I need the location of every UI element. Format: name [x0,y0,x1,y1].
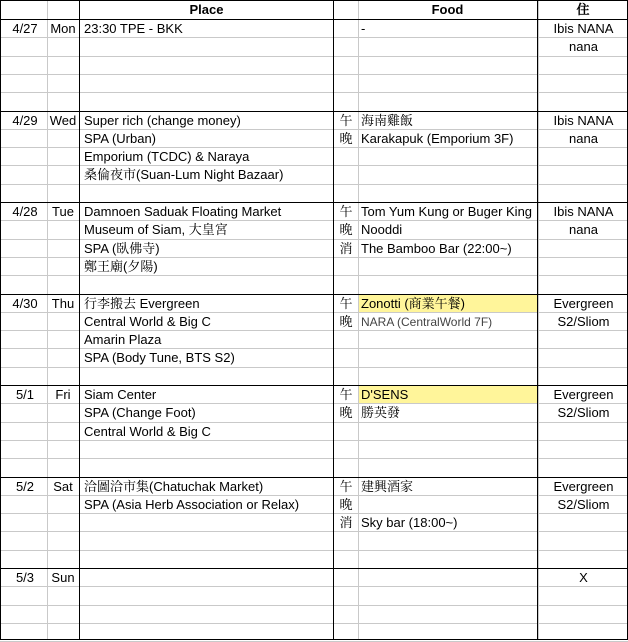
food-item[interactable]: Nooddi [361,222,403,237]
date-cell[interactable]: 5/2 [15,479,35,494]
meal-marker[interactable]: 午 [339,296,353,311]
place-item[interactable]: 洽圖洽市集(Chatuchak Market) [84,479,264,494]
food-item[interactable]: Tom Yum Kung or Buger King [361,204,533,219]
food-item[interactable]: NARA (CentralWorld 7F) [361,315,493,329]
weekday-cell[interactable]: Sun [51,570,75,585]
stay-item[interactable]: S2/Sliom [557,405,610,420]
place-item[interactable]: 桑倫夜市(Suan-Lum Night Bazaar) [84,167,284,182]
place-item[interactable]: SPA (臥佛寺) [84,241,160,256]
meal-marker[interactable]: 晚 [339,497,353,512]
food-item[interactable]: 勝英發 [361,405,401,420]
grid-line-horizontal [0,605,628,606]
stay-item[interactable]: nana [569,222,598,237]
meal-marker[interactable]: 消 [339,241,353,256]
stay-item[interactable]: Evergreen [553,296,614,311]
place-item[interactable]: 鄭王廟(夕陽) [84,259,158,274]
place-item[interactable]: Amarin Plaza [84,332,162,347]
weekday-cell[interactable]: Sat [53,479,73,494]
place-item[interactable]: 23:30 TPE - BKK [84,21,183,36]
grid-line-vertical [358,0,359,640]
stay-item[interactable]: Ibis NANA [553,204,614,219]
grid-line-horizontal [0,74,628,75]
header-food[interactable]: Food [431,2,464,17]
meal-marker[interactable]: 晚 [339,131,353,146]
place-item[interactable]: Super rich (change money) [84,113,241,128]
grid-line-horizontal [0,586,628,587]
place-item[interactable]: SPA (Urban) [84,131,157,146]
food-item[interactable]: 海南雞飯 [361,113,414,128]
date-cell[interactable]: 4/27 [12,21,38,36]
date-cell[interactable]: 5/1 [15,387,35,402]
weekday-cell[interactable]: Fri [55,387,71,402]
place-item[interactable]: SPA (Body Tune, BTS S2) [84,350,235,365]
stay-item[interactable]: S2/Sliom [557,314,610,329]
place-item[interactable]: Siam Center [84,387,157,402]
meal-marker[interactable]: 午 [339,479,353,494]
meal-marker[interactable]: 晚 [339,405,353,420]
weekday-cell[interactable]: Thu [51,296,75,311]
grid-line-horizontal [0,550,628,551]
place-item[interactable]: Museum of Siam, 大皇宮 [84,222,228,237]
date-cell[interactable]: 4/29 [12,113,38,128]
grid-line-vertical [47,0,48,640]
grid-line-horizontal [0,184,628,185]
food-item[interactable]: Karakapuk (Emporium 3F) [361,131,514,146]
meal-marker[interactable]: 晚 [339,314,353,329]
date-cell[interactable]: 4/28 [12,204,38,219]
meal-marker[interactable]: 消 [339,515,353,530]
date-cell[interactable]: 5/3 [15,570,35,585]
day-divider [0,568,628,569]
place-item[interactable]: 行李搬去 Evergreen [84,296,200,311]
stay-item[interactable]: Evergreen [553,479,614,494]
stay-item[interactable]: Ibis NANA [553,21,614,36]
stay-item[interactable]: Evergreen [553,387,614,402]
food-item[interactable]: 建興酒家 [361,479,414,494]
stay-item[interactable]: Ibis NANA [553,113,614,128]
meal-marker[interactable]: 午 [339,387,353,402]
meal-marker[interactable]: 午 [339,113,353,128]
grid-line-horizontal [0,367,628,368]
header-place[interactable]: Place [189,2,224,17]
weekday-cell[interactable]: Wed [49,113,77,128]
meal-marker[interactable]: 午 [339,204,353,219]
place-item[interactable]: Emporium (TCDC) & Naraya [84,149,250,164]
food-item[interactable]: - [361,21,366,36]
grid-line-horizontal [0,458,628,459]
place-item[interactable]: SPA (Change Foot) [84,405,196,420]
food-item[interactable]: The Bamboo Bar (22:00~) [361,241,512,256]
header-stay[interactable]: 住 [576,2,590,17]
border-vertical [0,0,1,640]
food-item[interactable]: D'SENS [361,387,409,402]
stay-item[interactable]: S2/Sliom [557,497,610,512]
grid-line-horizontal [0,56,628,57]
meal-marker[interactable]: 晚 [339,222,353,237]
place-item[interactable]: Damnoen Saduak Floating Market [84,204,282,219]
border-vertical [79,0,80,640]
date-cell[interactable]: 4/30 [12,296,38,311]
place-item[interactable]: Central World & Big C [84,314,211,329]
food-item[interactable]: Sky bar (18:00~) [361,515,458,530]
weekday-cell[interactable]: Mon [50,21,76,36]
stay-item[interactable]: X [579,570,588,585]
border-vertical [537,0,538,640]
place-item[interactable]: SPA (Asia Herb Association or Relax) [84,497,300,512]
stay-item[interactable]: nana [569,39,598,54]
grid-line-horizontal [0,623,628,624]
border-top [0,0,628,1]
stay-item[interactable]: nana [569,131,598,146]
place-item[interactable]: Central World & Big C [84,424,211,439]
grid-line-horizontal [0,92,628,93]
weekday-cell[interactable]: Tue [52,204,74,219]
food-item[interactable]: Zonotti (商業午餐) [361,296,466,311]
